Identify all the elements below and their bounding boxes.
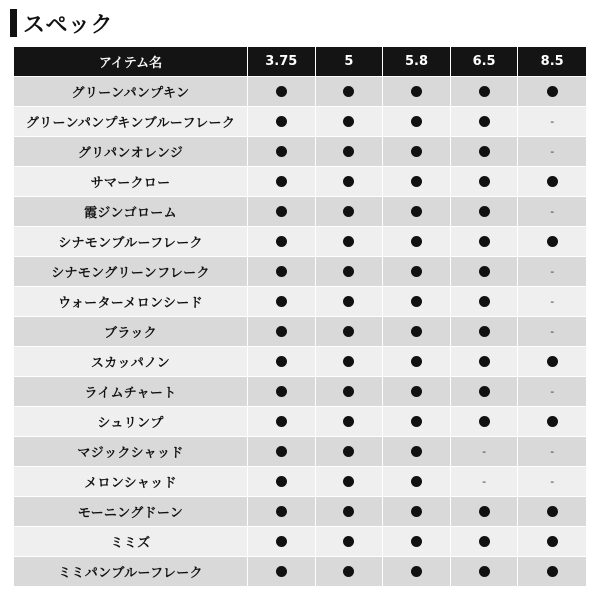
availability-cell bbox=[383, 347, 451, 377]
availability-cell bbox=[248, 347, 316, 377]
availability-cell bbox=[451, 497, 519, 527]
available-dot-icon bbox=[343, 326, 354, 337]
available-dot-icon bbox=[411, 356, 422, 367]
section-title: スペック bbox=[23, 12, 114, 38]
table-row bbox=[14, 107, 586, 137]
item-name-cell: メロンシャッド bbox=[14, 467, 248, 497]
availability-cell bbox=[518, 137, 586, 167]
available-dot-icon bbox=[411, 566, 422, 577]
availability-cell bbox=[451, 197, 519, 227]
item-name-cell: グリパンオレンジ bbox=[14, 137, 248, 167]
available-dot-icon bbox=[479, 566, 490, 577]
available-dot-icon bbox=[343, 416, 354, 427]
availability-cell bbox=[248, 137, 316, 167]
unavailable-dash: - bbox=[550, 265, 555, 278]
available-dot-icon bbox=[276, 86, 287, 97]
availability-cell bbox=[383, 197, 451, 227]
item-name-cell: モーニングドーン bbox=[14, 497, 248, 527]
available-dot-icon bbox=[479, 176, 490, 187]
table-header-row bbox=[14, 47, 586, 77]
availability-cell bbox=[316, 347, 384, 377]
available-dot-icon bbox=[343, 266, 354, 277]
table-row bbox=[14, 557, 586, 587]
availability-cell bbox=[383, 257, 451, 287]
column-header-size: 5.8 bbox=[383, 47, 451, 77]
availability-cell bbox=[451, 527, 519, 557]
available-dot-icon bbox=[343, 206, 354, 217]
heading-accent-bar bbox=[10, 9, 17, 37]
availability-cell bbox=[518, 227, 586, 257]
available-dot-icon bbox=[343, 86, 354, 97]
availability-cell bbox=[451, 137, 519, 167]
unavailable-dash: - bbox=[550, 475, 555, 488]
item-name-cell: グリーンパンプキン bbox=[14, 77, 248, 107]
available-dot-icon bbox=[479, 116, 490, 127]
availability-cell bbox=[248, 317, 316, 347]
available-dot-icon bbox=[276, 356, 287, 367]
item-name-cell: ミミパンブルーフレーク bbox=[14, 557, 248, 587]
available-dot-icon bbox=[479, 206, 490, 217]
available-dot-icon bbox=[276, 116, 287, 127]
available-dot-icon bbox=[343, 386, 354, 397]
item-name-cell: ライムチャート bbox=[14, 377, 248, 407]
availability-cell bbox=[451, 557, 519, 587]
availability-cell bbox=[383, 107, 451, 137]
column-header-size: 5 bbox=[316, 47, 384, 77]
availability-cell bbox=[518, 497, 586, 527]
availability-cell bbox=[451, 107, 519, 137]
available-dot-icon bbox=[479, 296, 490, 307]
availability-cell bbox=[316, 317, 384, 347]
availability-cell bbox=[383, 167, 451, 197]
availability-cell bbox=[383, 137, 451, 167]
availability-cell bbox=[248, 497, 316, 527]
table-row bbox=[14, 197, 586, 227]
column-header-size: 6.5 bbox=[451, 47, 519, 77]
available-dot-icon bbox=[276, 326, 287, 337]
available-dot-icon bbox=[276, 386, 287, 397]
available-dot-icon bbox=[276, 446, 287, 457]
item-name-cell: シュリンプ bbox=[14, 407, 248, 437]
availability-cell bbox=[316, 557, 384, 587]
availability-cell bbox=[518, 257, 586, 287]
available-dot-icon bbox=[411, 536, 422, 547]
available-dot-icon bbox=[276, 416, 287, 427]
availability-cell bbox=[451, 257, 519, 287]
availability-cell bbox=[248, 287, 316, 317]
availability-cell bbox=[316, 287, 384, 317]
availability-cell bbox=[248, 527, 316, 557]
item-name-cell: ウォーターメロンシード bbox=[14, 287, 248, 317]
available-dot-icon bbox=[411, 386, 422, 397]
availability-cell bbox=[451, 407, 519, 437]
available-dot-icon bbox=[343, 296, 354, 307]
availability-cell bbox=[518, 287, 586, 317]
table-row bbox=[14, 467, 586, 497]
item-name-cell: ブラック bbox=[14, 317, 248, 347]
availability-cell bbox=[248, 407, 316, 437]
item-name-cell: グリーンパンプキンブルーフレーク bbox=[14, 107, 248, 137]
available-dot-icon bbox=[411, 506, 422, 517]
table-row bbox=[14, 317, 586, 347]
available-dot-icon bbox=[479, 86, 490, 97]
availability-cell bbox=[383, 317, 451, 347]
available-dot-icon bbox=[479, 356, 490, 367]
available-dot-icon bbox=[276, 566, 287, 577]
available-dot-icon bbox=[547, 566, 558, 577]
availability-cell bbox=[518, 377, 586, 407]
availability-cell bbox=[316, 137, 384, 167]
availability-cell bbox=[248, 467, 316, 497]
item-name-cell: ミミズ bbox=[14, 527, 248, 557]
availability-cell bbox=[316, 407, 384, 437]
available-dot-icon bbox=[411, 416, 422, 427]
table-row bbox=[14, 77, 586, 107]
availability-cell bbox=[248, 227, 316, 257]
spec-table bbox=[14, 47, 586, 587]
unavailable-dash: - bbox=[482, 475, 487, 488]
available-dot-icon bbox=[343, 356, 354, 367]
availability-cell bbox=[248, 197, 316, 227]
availability-cell bbox=[316, 437, 384, 467]
available-dot-icon bbox=[411, 116, 422, 127]
available-dot-icon bbox=[547, 356, 558, 367]
availability-cell bbox=[248, 257, 316, 287]
unavailable-dash: - bbox=[550, 445, 555, 458]
available-dot-icon bbox=[479, 326, 490, 337]
availability-cell bbox=[451, 227, 519, 257]
availability-cell bbox=[316, 227, 384, 257]
available-dot-icon bbox=[411, 146, 422, 157]
available-dot-icon bbox=[411, 296, 422, 307]
availability-cell bbox=[518, 467, 586, 497]
available-dot-icon bbox=[479, 146, 490, 157]
availability-cell bbox=[316, 107, 384, 137]
table-row bbox=[14, 497, 586, 527]
available-dot-icon bbox=[343, 536, 354, 547]
column-header-size: 8.5 bbox=[518, 47, 586, 77]
available-dot-icon bbox=[343, 176, 354, 187]
availability-cell bbox=[316, 257, 384, 287]
available-dot-icon bbox=[411, 86, 422, 97]
available-dot-icon bbox=[343, 146, 354, 157]
availability-cell bbox=[518, 407, 586, 437]
availability-cell bbox=[451, 287, 519, 317]
availability-cell bbox=[316, 497, 384, 527]
item-name-cell: シナモンブルーフレーク bbox=[14, 227, 248, 257]
availability-cell bbox=[383, 407, 451, 437]
availability-cell bbox=[383, 287, 451, 317]
availability-cell bbox=[451, 467, 519, 497]
availability-cell bbox=[518, 107, 586, 137]
available-dot-icon bbox=[479, 536, 490, 547]
available-dot-icon bbox=[411, 476, 422, 487]
availability-cell bbox=[316, 197, 384, 227]
item-name-cell: シナモングリーンフレーク bbox=[14, 257, 248, 287]
availability-cell bbox=[248, 377, 316, 407]
available-dot-icon bbox=[276, 206, 287, 217]
available-dot-icon bbox=[479, 416, 490, 427]
availability-cell bbox=[383, 497, 451, 527]
unavailable-dash: - bbox=[550, 325, 555, 338]
available-dot-icon bbox=[411, 266, 422, 277]
availability-cell bbox=[518, 317, 586, 347]
unavailable-dash: - bbox=[550, 115, 555, 128]
available-dot-icon bbox=[343, 116, 354, 127]
available-dot-icon bbox=[547, 506, 558, 517]
item-name-cell: 霞ジンゴローム bbox=[14, 197, 248, 227]
availability-cell bbox=[383, 227, 451, 257]
availability-cell bbox=[451, 437, 519, 467]
available-dot-icon bbox=[276, 146, 287, 157]
table-row bbox=[14, 227, 586, 257]
available-dot-icon bbox=[276, 476, 287, 487]
availability-cell bbox=[248, 107, 316, 137]
column-header-size: 3.75 bbox=[248, 47, 316, 77]
table-row bbox=[14, 437, 586, 467]
unavailable-dash: - bbox=[550, 145, 555, 158]
availability-cell bbox=[383, 527, 451, 557]
unavailable-dash: - bbox=[550, 205, 555, 218]
table-row bbox=[14, 347, 586, 377]
available-dot-icon bbox=[547, 86, 558, 97]
table-row bbox=[14, 257, 586, 287]
availability-cell bbox=[451, 347, 519, 377]
availability-cell bbox=[451, 77, 519, 107]
available-dot-icon bbox=[343, 446, 354, 457]
availability-cell bbox=[518, 437, 586, 467]
available-dot-icon bbox=[411, 326, 422, 337]
item-name-cell: サマークロー bbox=[14, 167, 248, 197]
availability-cell bbox=[316, 167, 384, 197]
availability-cell bbox=[518, 557, 586, 587]
available-dot-icon bbox=[411, 236, 422, 247]
availability-cell bbox=[316, 527, 384, 557]
available-dot-icon bbox=[343, 236, 354, 247]
availability-cell bbox=[383, 437, 451, 467]
available-dot-icon bbox=[343, 506, 354, 517]
table-row bbox=[14, 167, 586, 197]
unavailable-dash: - bbox=[482, 445, 487, 458]
availability-cell bbox=[518, 167, 586, 197]
table-row bbox=[14, 407, 586, 437]
availability-cell bbox=[383, 377, 451, 407]
availability-cell bbox=[518, 197, 586, 227]
availability-cell bbox=[383, 557, 451, 587]
available-dot-icon bbox=[411, 206, 422, 217]
item-name-cell: マジックシャッド bbox=[14, 437, 248, 467]
table-row bbox=[14, 287, 586, 317]
availability-cell bbox=[248, 437, 316, 467]
table-body bbox=[14, 77, 586, 587]
table-row bbox=[14, 377, 586, 407]
available-dot-icon bbox=[276, 296, 287, 307]
availability-cell bbox=[248, 167, 316, 197]
available-dot-icon bbox=[479, 266, 490, 277]
availability-cell bbox=[316, 467, 384, 497]
available-dot-icon bbox=[276, 176, 287, 187]
unavailable-dash: - bbox=[550, 295, 555, 308]
unavailable-dash: - bbox=[550, 385, 555, 398]
table-row bbox=[14, 527, 586, 557]
table-row bbox=[14, 137, 586, 167]
available-dot-icon bbox=[343, 566, 354, 577]
availability-cell bbox=[316, 77, 384, 107]
available-dot-icon bbox=[276, 536, 287, 547]
availability-cell bbox=[248, 77, 316, 107]
available-dot-icon bbox=[411, 176, 422, 187]
item-name-cell: スカッパノン bbox=[14, 347, 248, 377]
available-dot-icon bbox=[479, 386, 490, 397]
available-dot-icon bbox=[276, 506, 287, 517]
column-header-item-name: アイテム名 bbox=[14, 47, 248, 77]
available-dot-icon bbox=[276, 266, 287, 277]
availability-cell bbox=[316, 377, 384, 407]
availability-cell bbox=[518, 527, 586, 557]
available-dot-icon bbox=[547, 236, 558, 247]
available-dot-icon bbox=[343, 476, 354, 487]
available-dot-icon bbox=[479, 236, 490, 247]
availability-cell bbox=[518, 77, 586, 107]
section-heading bbox=[10, 8, 113, 38]
available-dot-icon bbox=[547, 176, 558, 187]
available-dot-icon bbox=[276, 236, 287, 247]
availability-cell bbox=[383, 467, 451, 497]
available-dot-icon bbox=[411, 446, 422, 457]
available-dot-icon bbox=[547, 536, 558, 547]
availability-cell bbox=[248, 557, 316, 587]
availability-cell bbox=[383, 77, 451, 107]
available-dot-icon bbox=[479, 506, 490, 517]
availability-cell bbox=[451, 377, 519, 407]
availability-cell bbox=[451, 317, 519, 347]
availability-cell bbox=[518, 347, 586, 377]
available-dot-icon bbox=[547, 416, 558, 427]
availability-cell bbox=[451, 167, 519, 197]
